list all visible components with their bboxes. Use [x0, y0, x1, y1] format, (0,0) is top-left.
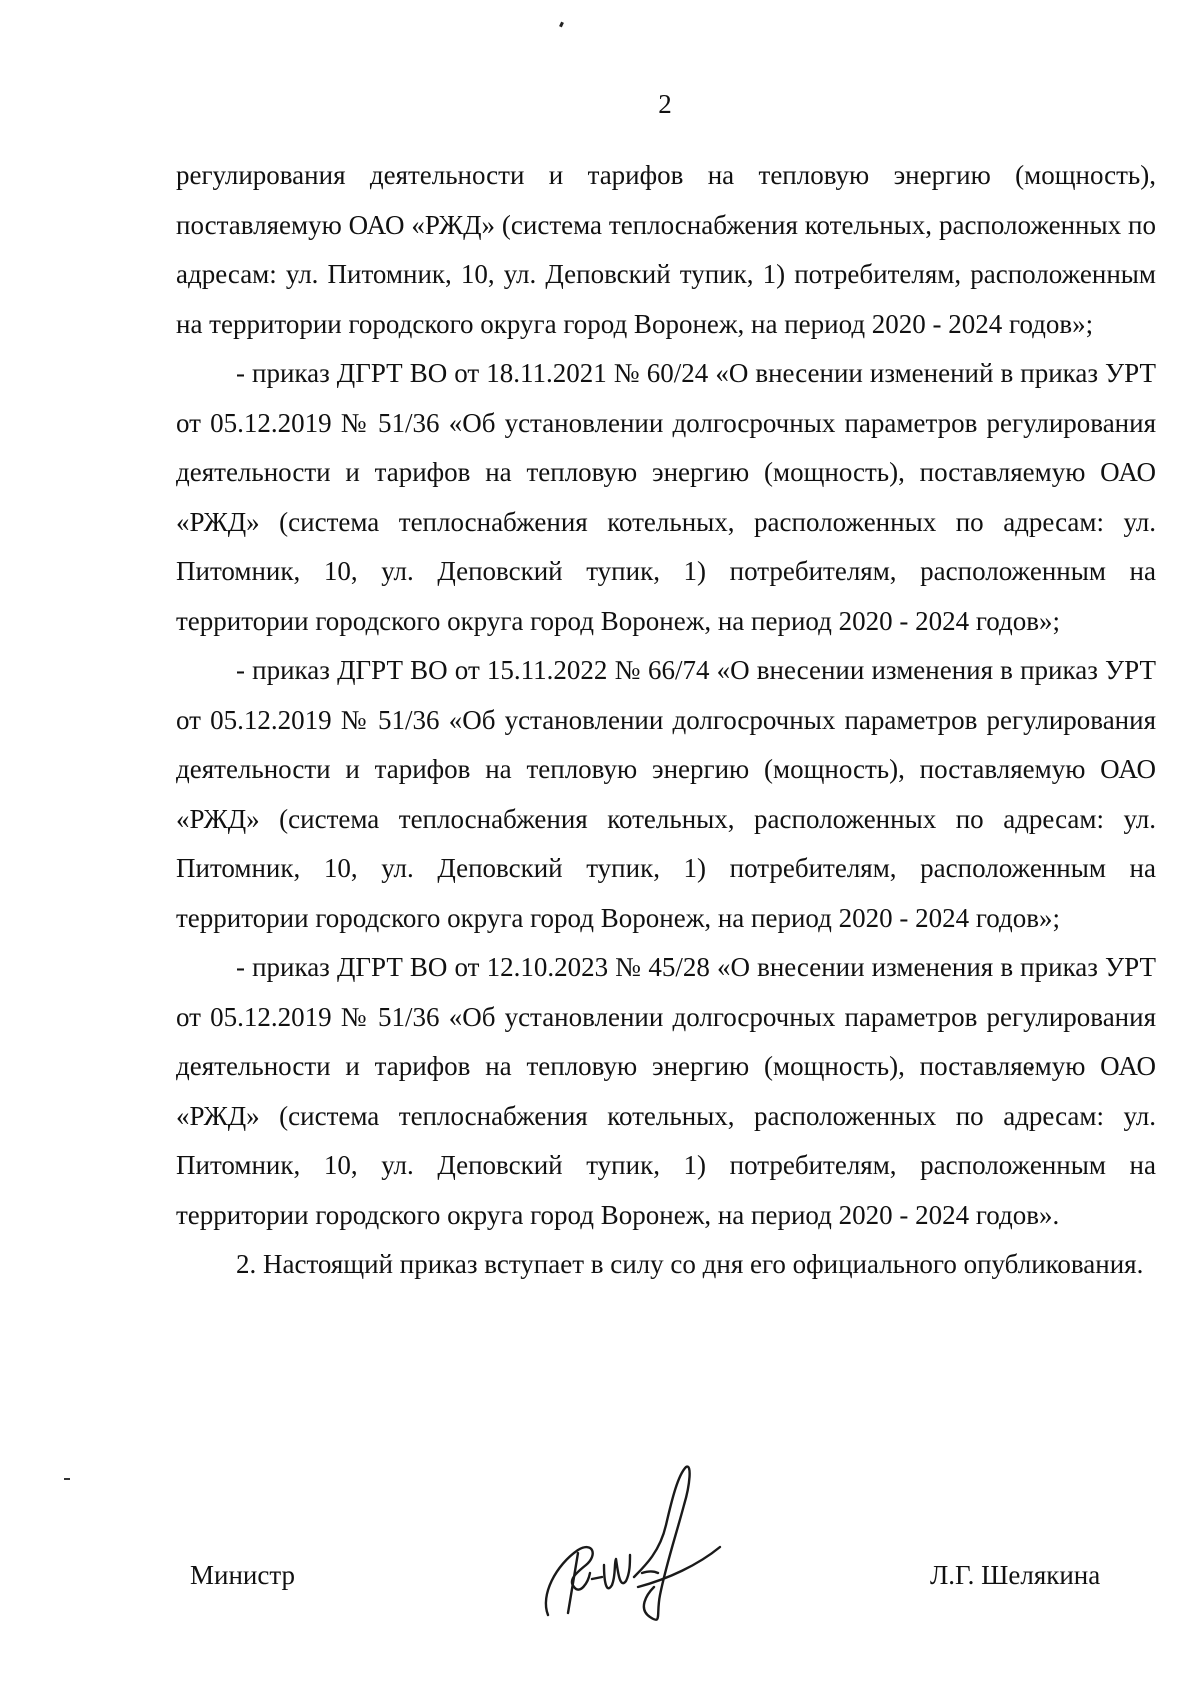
handwritten-signature-icon [538, 1455, 728, 1625]
signatory-title: Министр [190, 1560, 295, 1590]
paragraph-effective-date: 2. Настоящий приказ вступает в силу со дня его официального опубликования. [236, 1249, 1144, 1279]
paragraph-order-2021: - приказ ДГРТ ВО от 18.11.2021 № 60/24 «О внесении изменений в приказ УРТ от 05.12.2019 № 51/36 «Об установлении долгосрочных параметров регулирования деятельности и тарифов на тепловую энергию (мощность), поставляемую ОАО «РЖД» (система теплоснабжения котельных, расположенных по адресам: ул. Питомник, 10, ул. Деповский тупик, 1) потребителям, расположенным на территории городского округа город Воронеж, на период 2020 - 2024 годов»; [176, 358, 1156, 636]
page-number: 2 [658, 89, 672, 119]
signature-block [0, 1555, 1200, 1595]
document-body [176, 151, 1156, 1290]
signatory-name: Л.Г. Шелякина [930, 1560, 1101, 1590]
paragraph-order-2023: - приказ ДГРТ ВО от 12.10.2023 № 45/28 «О внесении изменения в приказ УРТ от 05.12.2019 № 51/36 «Об установлении долгосрочных параметров регулирования деятельности и тарифов на тепловую энергию (мощность), поставляемую ОАО «РЖД» (система теплоснабжения котельных, расположенных по адресам: ул. Питомник, 10, ул. Деповский тупик, 1) потребителям, расположенным на территории городского округа город Воронеж, на период 2020 - 2024 годов». [176, 952, 1156, 1230]
paragraph-order-2022: - приказ ДГРТ ВО от 15.11.2022 № 66/74 «О внесении изменения в приказ УРТ от 05.12.2019 № 51/36 «Об установлении долгосрочных параметров регулирования деятельности и тарифов на тепловую энергию (мощность), поставляемую ОАО «РЖД» (система теплоснабжения котельных, расположенных по адресам: ул. Питомник, 10, ул. Деповский тупик, 1) потребителям, расположенным на территории городского округа город Воронеж, на период 2020 - 2024 годов»; [176, 655, 1156, 933]
scan-speck [64, 1478, 70, 1480]
scan-speck [559, 22, 564, 28]
paragraph-continuation: регулирования деятельности и тарифов на тепловую энергию (мощность), поставляемую ОАО «РЖД» (система теплоснабжения котельных, расположенных по адресам: ул. Питомник, 10, ул. Деповский тупик, 1) потребителям, расположенным на территории городского округа город Воронеж, на период 2020 - 2024 годов»; [176, 160, 1156, 339]
